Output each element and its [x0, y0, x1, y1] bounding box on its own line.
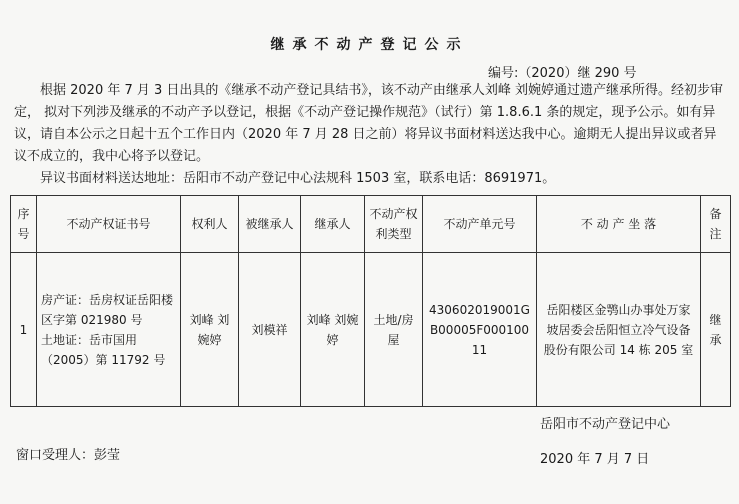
- cell-holder: 刘峰 刘婉婷: [181, 253, 239, 407]
- document-number: 编号:（2020）继 290 号: [488, 66, 637, 81]
- cell-unit-no: 430602019001GB00005F00010011: [423, 253, 537, 407]
- objection-address-paragraph: 异议书面材料送达地址：岳阳市不动产登记中心法规科 1503 室，联系电话：8691971。: [40, 171, 556, 186]
- land-cert-line: 土地证：岳市国用（2005）第 11792 号: [41, 332, 166, 367]
- header-heir: 继承人: [301, 196, 365, 253]
- cell-location: 岳阳楼区金鹗山办事处万家坡居委会岳阳恒立冷气设备股份有限公司 14 栋 205 室: [537, 253, 701, 407]
- property-table: [10, 195, 731, 407]
- cell-no: 1: [11, 253, 37, 407]
- cell-heir: 刘峰 刘婉婷: [301, 253, 365, 407]
- cell-remark: 继承: [701, 253, 731, 407]
- table-row: [11, 253, 731, 407]
- header-right-type: 不动产权利类型: [365, 196, 423, 253]
- table-header-row: [11, 196, 731, 253]
- cell-cert: [37, 253, 181, 407]
- header-unit-no: 不动产单元号: [423, 196, 537, 253]
- header-decedent: 被继承人: [239, 196, 301, 253]
- header-no: 序号: [11, 196, 37, 253]
- issuing-organization: 岳阳市不动产登记中心: [540, 417, 671, 432]
- header-holder: 权利人: [181, 196, 239, 253]
- header-location: 不 动 产 坐 落: [537, 196, 701, 253]
- header-cert: 不动产权证书号: [37, 196, 181, 253]
- house-cert-line: 房产证：岳房权证岳阳楼区字第 021980 号: [41, 292, 174, 327]
- notice-body-paragraph: 根据 2020 年 7 月 3 日出具的《继承不动产登记具结书》，该不动产由继承人刘峰 刘婉婷通过遗产继承所得。经初步审定， 拟对下列涉及继承的不动产予以登记，根据《不动产登记操作规范》（试行）第 1.8.6.1 条的规定，现予公示。如有异议，请自本公示之日起十五个工作日内（2020 年 7 月 28 日之前）将异议书面材料送达我中心。逾期无人提出异议或者异议不成立的，我中心将予以登记。: [14, 83, 724, 164]
- notice-title: 继承不动产登记公示: [270, 37, 469, 53]
- window-acceptor: 窗口受理人：彭莹: [16, 448, 121, 463]
- cell-right-type: 土地/房屋: [365, 253, 423, 407]
- issue-date: 2020 年 7 月 7 日: [540, 452, 650, 467]
- cell-decedent: 刘模祥: [239, 253, 301, 407]
- header-remark: 备注: [701, 196, 731, 253]
